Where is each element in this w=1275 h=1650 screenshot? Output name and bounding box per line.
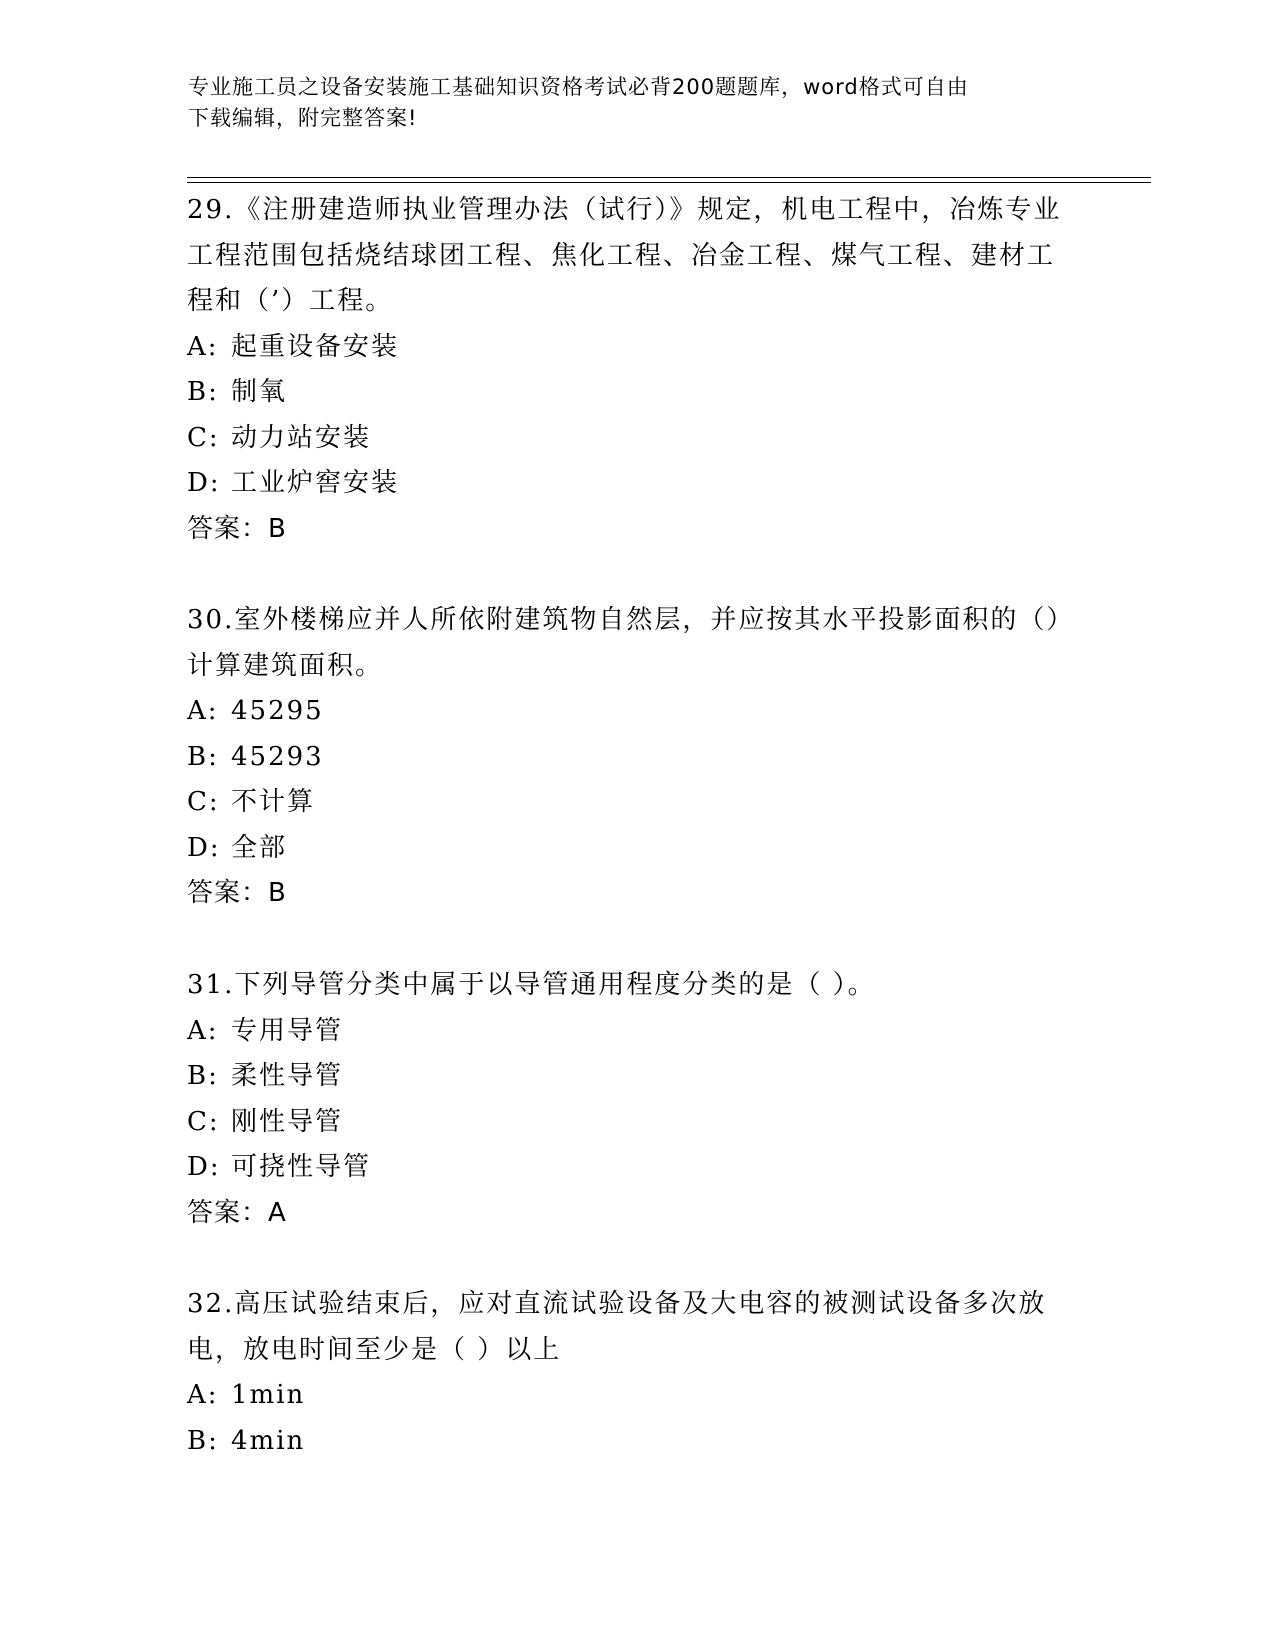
- option-d: [187, 461, 1067, 507]
- option-text: 制氧: [231, 377, 288, 407]
- option-letter: D:: [187, 468, 221, 498]
- option-b: [187, 1419, 1067, 1465]
- option-letter: B:: [187, 377, 219, 407]
- option-letter: A:: [187, 331, 219, 362]
- option-letter: C:: [187, 422, 220, 453]
- option-letter: D:: [187, 1152, 221, 1182]
- header-title-line-2: 下载编辑，附完整答案!: [188, 106, 418, 130]
- option-letter: C:: [187, 787, 220, 817]
- option-b: [187, 370, 1067, 416]
- option-letter: A:: [187, 1015, 219, 1046]
- option-letter: A:: [187, 1380, 219, 1410]
- option-a: [187, 689, 1067, 735]
- answer-label: 答案：B: [187, 878, 287, 908]
- option-c: [187, 416, 1067, 462]
- question-29: [187, 188, 1067, 552]
- option-c: [187, 780, 1067, 826]
- answer-label: 答案：B: [187, 513, 287, 544]
- option-text: 起重设备安装: [231, 331, 400, 362]
- option-a: [187, 1373, 1067, 1419]
- question-text: 30.室外楼梯应并人所依附建筑物自然层，并应按其水平投影面积的（）计算建筑面积。: [187, 605, 1062, 681]
- option-text: 全部: [231, 832, 288, 863]
- option-letter: C:: [187, 1106, 220, 1137]
- option-text: 45295: [231, 696, 324, 726]
- option-text: 专用导管: [231, 1015, 344, 1046]
- option-text: 可挠性导管: [231, 1152, 372, 1182]
- option-text: 刚性导管: [231, 1106, 344, 1137]
- option-d: [187, 826, 1067, 872]
- option-text: 45293: [231, 741, 324, 772]
- option-c: [187, 1100, 1067, 1146]
- option-a: [187, 1009, 1067, 1055]
- option-letter: B:: [187, 1061, 219, 1091]
- answer-label: 答案：A: [187, 1197, 287, 1228]
- header-divider-top: [187, 177, 1151, 178]
- option-letter: D:: [187, 832, 221, 863]
- question-30: [187, 598, 1067, 917]
- option-text: 柔性导管: [231, 1061, 344, 1091]
- question-text: 32.高压试验结束后，应对直流试验设备及大电容的被测试设备多次放电，放电时间至少是（ ）以上: [187, 1289, 1047, 1365]
- option-text: 工业炉窖安装: [231, 468, 400, 498]
- option-d: [187, 1145, 1067, 1191]
- option-letter: A:: [187, 696, 219, 726]
- question-text: 29.《注册建造师执业管理办法（试行）》规定，机电工程中，冶炼专业工程范围包括烧结球团工程、焦化工程、冶金工程、煤气工程、建材工程和（’）工程。: [187, 195, 1062, 316]
- document-header: [188, 72, 1088, 134]
- question-text: 31.下列导管分类中属于以导管通用程度分类的是（ ）。: [187, 970, 876, 1000]
- question-32: [187, 1282, 1067, 1464]
- header-divider-bottom: [187, 182, 1151, 183]
- option-text: 动力站安装: [231, 422, 372, 453]
- option-b: [187, 1054, 1067, 1100]
- header-title-line-1: 专业施工员之设备安装施工基础知识资格考试必背200题题库，word格式可自由: [188, 75, 969, 99]
- question-31: [187, 963, 1067, 1236]
- option-text: 1min: [231, 1380, 306, 1410]
- option-letter: B:: [187, 741, 219, 772]
- option-a: [187, 325, 1067, 371]
- option-letter: B:: [187, 1425, 219, 1456]
- option-b: [187, 735, 1067, 781]
- option-text: 不计算: [231, 787, 316, 817]
- option-text: 4min: [231, 1425, 306, 1456]
